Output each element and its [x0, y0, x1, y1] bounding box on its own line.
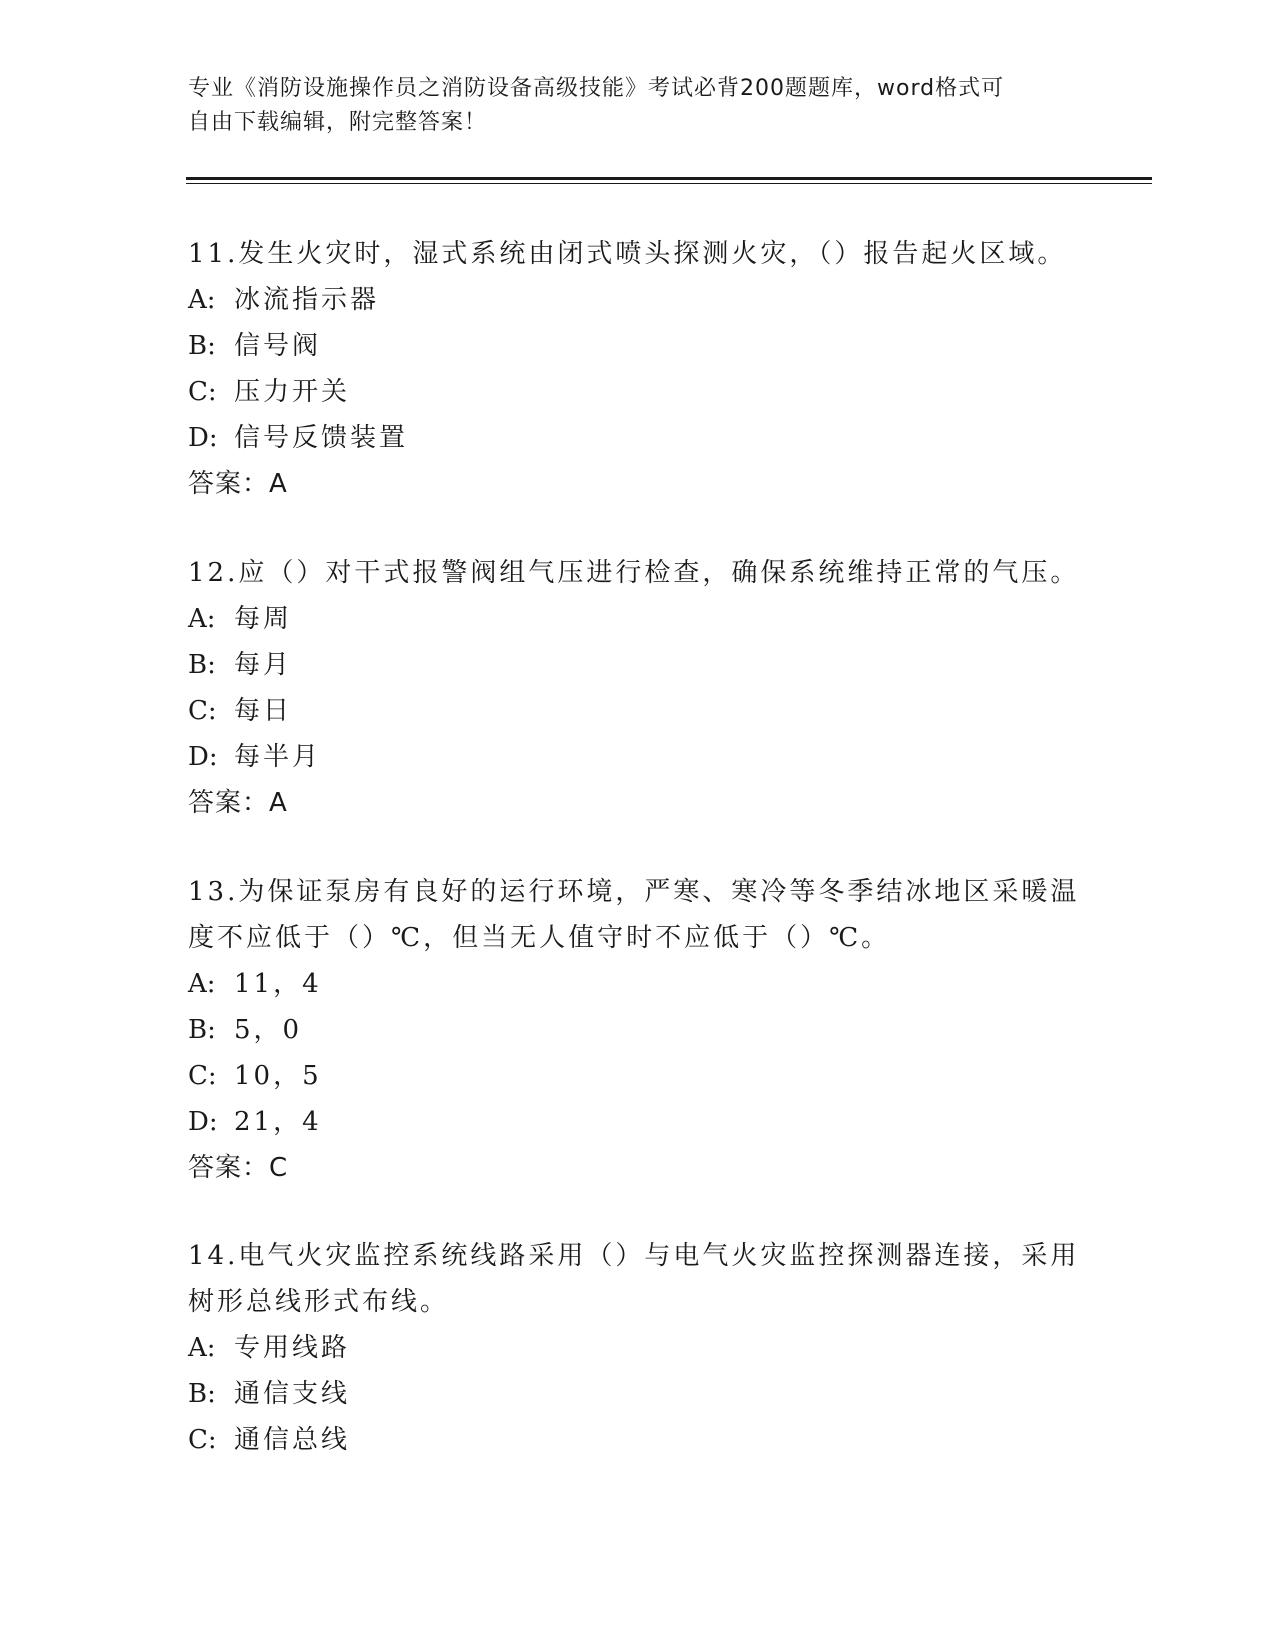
- option-letter: A:: [188, 1333, 216, 1363]
- option-b: [188, 323, 1108, 369]
- question-stem-line-1: 13.为保证泵房有良好的运行环境，严寒、寒冷等冬季结冰地区采暖温: [188, 877, 1080, 907]
- option-text: 每半月: [234, 742, 322, 772]
- option-d: [188, 415, 1108, 461]
- option-d: [188, 734, 1108, 780]
- option-text: 信号反馈装置: [234, 423, 409, 453]
- question-stem: 12.应（）对干式报警阀组气压进行检查，确保系统维持正常的气压。: [188, 558, 1080, 588]
- question-14: [188, 1233, 1108, 1463]
- option-letter: B:: [188, 1015, 216, 1045]
- option-c: [188, 369, 1108, 415]
- question-12: [188, 550, 1108, 826]
- option-text: 每月: [234, 650, 293, 680]
- option-letter: B:: [188, 331, 216, 361]
- option-text: 11，4: [234, 969, 322, 999]
- option-text: 通信总线: [234, 1425, 351, 1455]
- option-c: [188, 1417, 1108, 1463]
- option-letter: A:: [188, 969, 216, 999]
- option-letter: A:: [188, 285, 216, 315]
- option-text: 信号阀: [234, 331, 322, 361]
- option-letter: C:: [188, 1061, 217, 1091]
- header-divider-thick: [186, 177, 1152, 180]
- option-text: 10，5: [234, 1061, 322, 1091]
- option-letter: C:: [188, 377, 217, 407]
- option-c: [188, 688, 1108, 734]
- option-letter: D:: [188, 423, 218, 453]
- question-13: [188, 869, 1108, 1191]
- option-text: 专用线路: [234, 1333, 351, 1363]
- option-text: 每日: [234, 696, 293, 726]
- option-a: [188, 1325, 1108, 1371]
- header-divider-thin: [186, 183, 1152, 184]
- option-letter: B:: [188, 650, 216, 680]
- option-text: 5，0: [234, 1015, 303, 1045]
- option-a: [188, 277, 1108, 323]
- option-b: [188, 642, 1108, 688]
- document-header: [188, 72, 1088, 140]
- option-text: 每周: [234, 604, 293, 634]
- option-text: 冰流指示器: [234, 285, 380, 315]
- question-stem-line-2: 度不应低于（）℃，但当无人值守时不应低于（）℃。: [188, 923, 891, 953]
- option-c: [188, 1053, 1108, 1099]
- option-letter: A:: [188, 604, 216, 634]
- option-letter: C:: [188, 696, 217, 726]
- answer-line: 答案：C: [188, 1153, 289, 1183]
- option-letter: B:: [188, 1379, 216, 1409]
- question-stem: 11.发生火灾时，湿式系统由闭式喷头探测火灾，（）报告起火区域。: [188, 239, 1067, 269]
- question-stem-line-2: 树形总线形式布线。: [188, 1287, 450, 1317]
- answer-line: 答案：A: [188, 469, 288, 499]
- option-a: [188, 961, 1108, 1007]
- answer-line: 答案：A: [188, 788, 288, 818]
- option-b: [188, 1007, 1108, 1053]
- question-stem-line-1: 14.电气火灾监控系统线路采用（）与电气火灾监控探测器连接，采用: [188, 1241, 1080, 1271]
- header-line-2: 自由下载编辑，附完整答案！: [188, 110, 488, 135]
- option-text: 压力开关: [234, 377, 351, 407]
- option-letter: D:: [188, 1107, 218, 1137]
- option-d: [188, 1099, 1108, 1145]
- question-11: [188, 231, 1108, 507]
- option-text: 21，4: [234, 1107, 322, 1137]
- option-letter: C:: [188, 1425, 217, 1455]
- option-text: 通信支线: [234, 1379, 351, 1409]
- option-b: [188, 1371, 1108, 1417]
- header-line-1: 专业《消防设施操作员之消防设备高级技能》考试必背200题题库，word格式可: [188, 76, 1005, 101]
- option-a: [188, 596, 1108, 642]
- option-letter: D:: [188, 742, 218, 772]
